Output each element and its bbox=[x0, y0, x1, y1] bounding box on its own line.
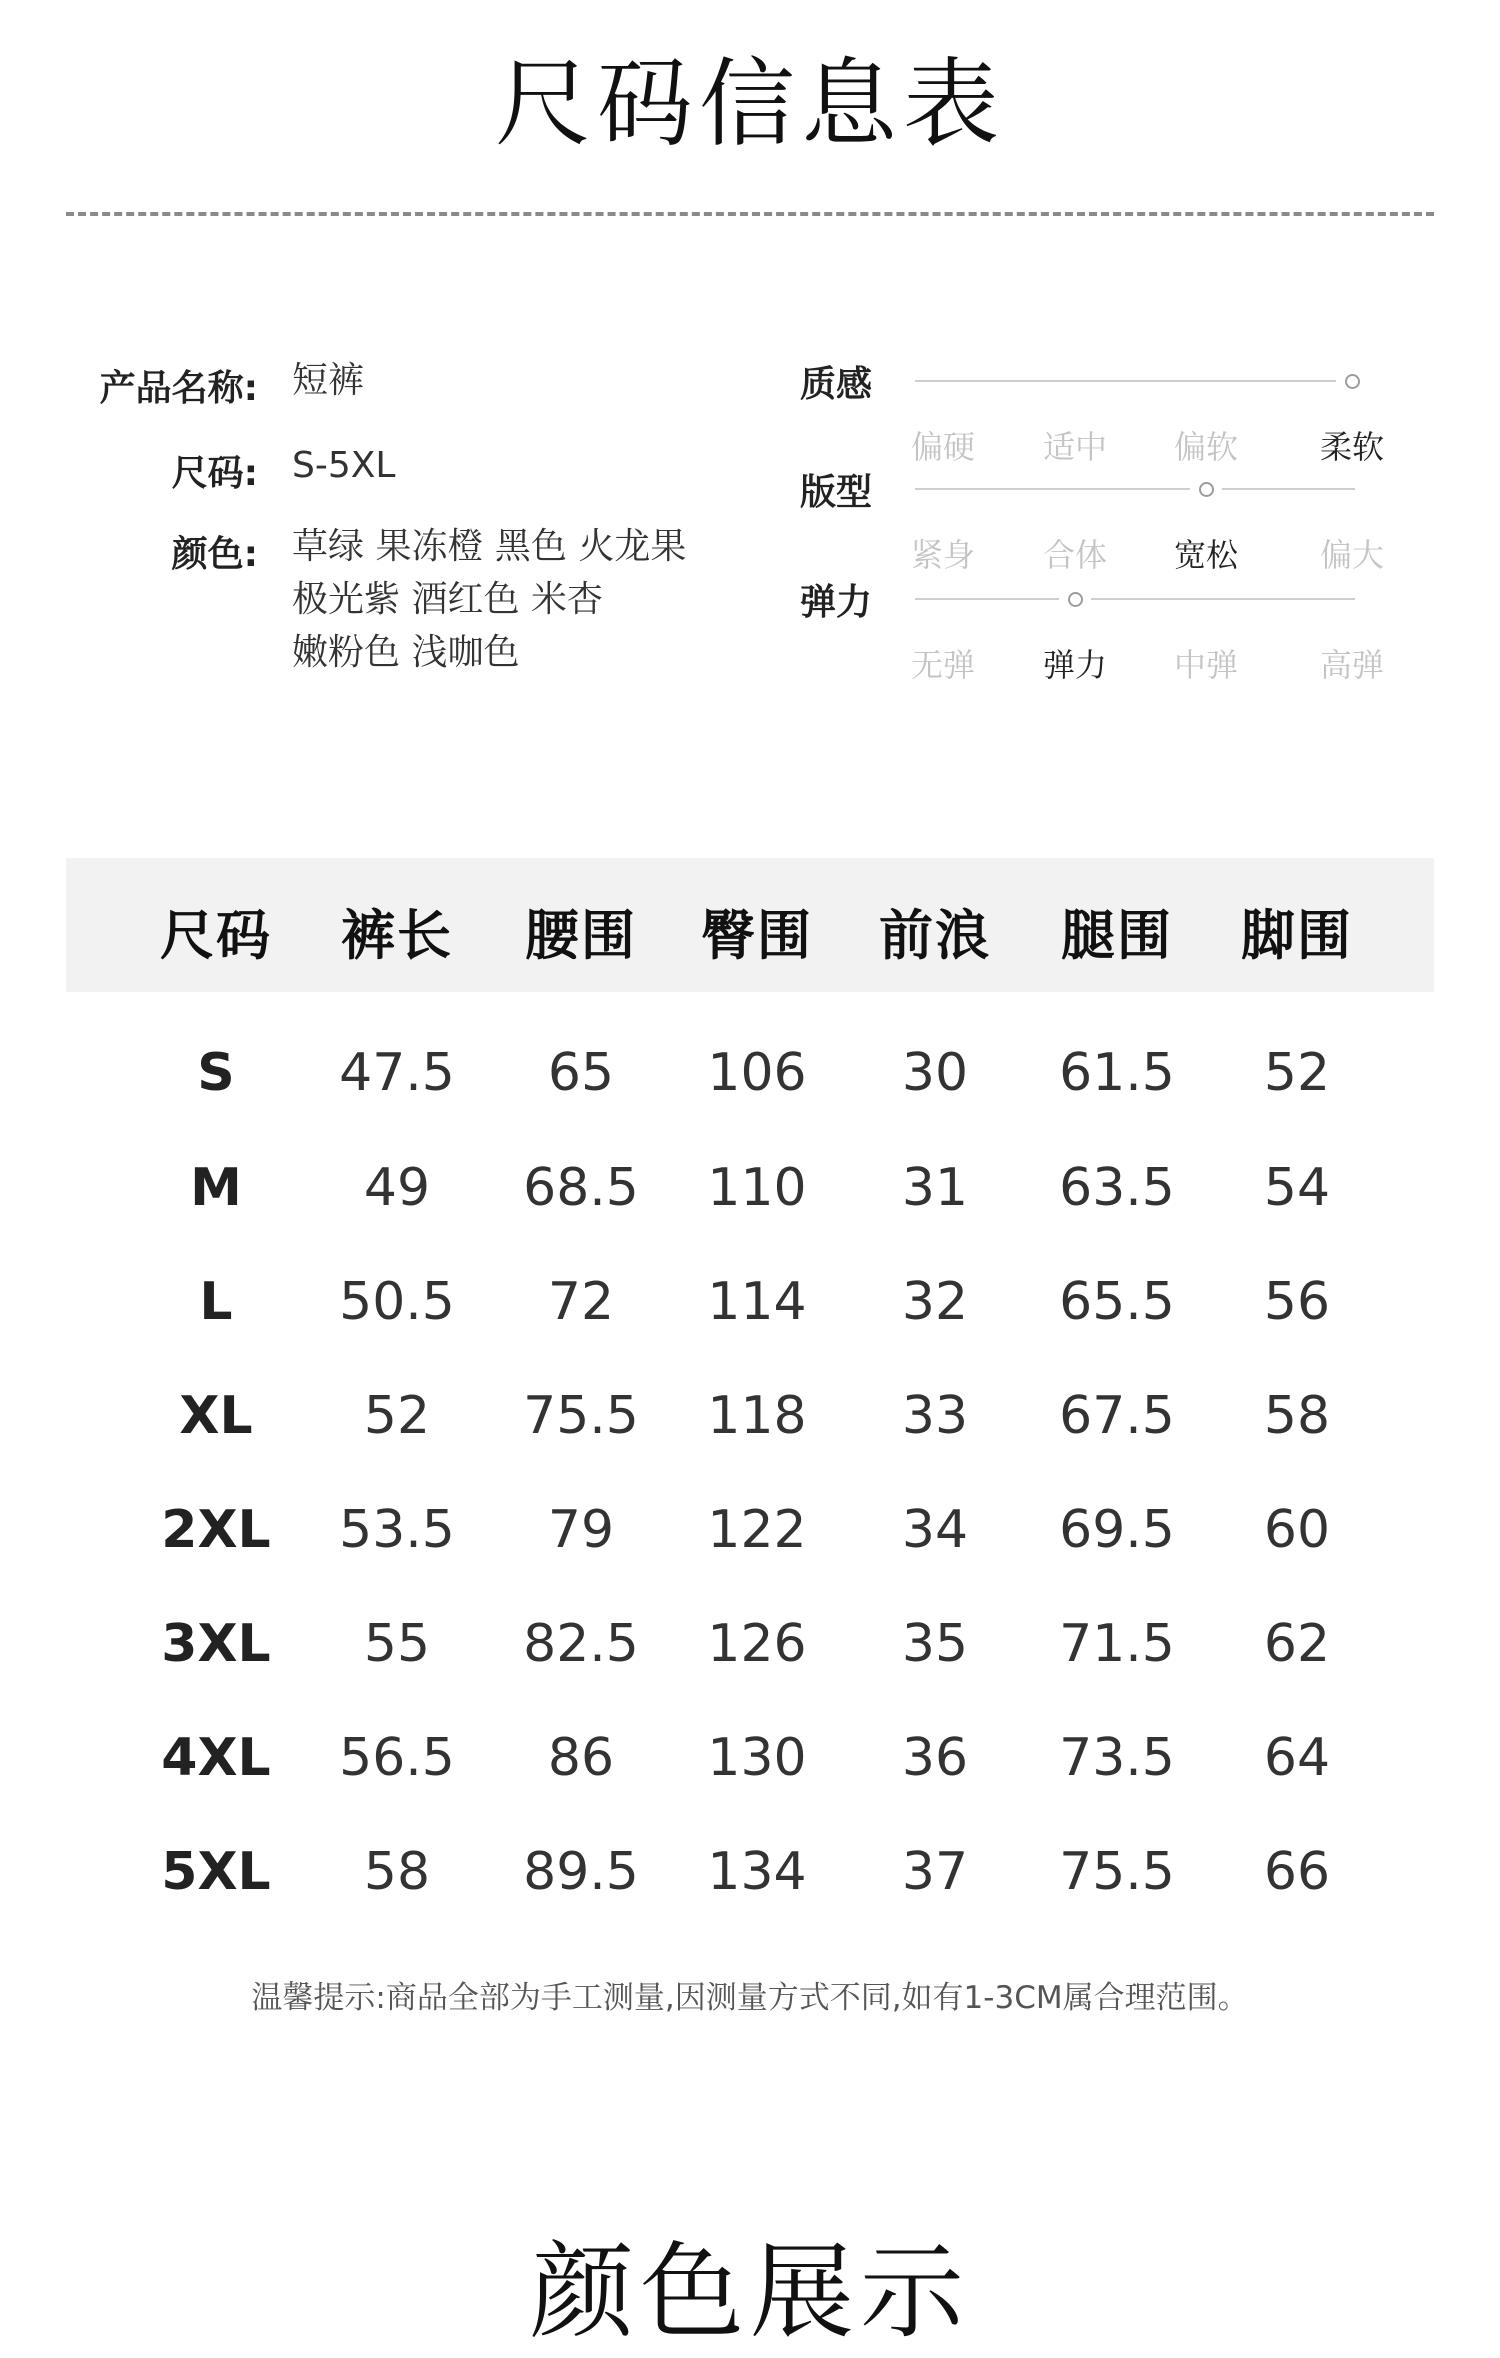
measurement-cell: 30 bbox=[901, 1043, 969, 1103]
scale-option: 弹力 bbox=[1042, 646, 1107, 684]
measurement-cell: 118 bbox=[707, 1386, 807, 1446]
measurement-cell: 32 bbox=[901, 1272, 969, 1332]
size-cell: 4XL bbox=[161, 1728, 271, 1788]
scale-marker bbox=[1345, 374, 1360, 389]
scale-track bbox=[915, 488, 1190, 490]
dashed-divider bbox=[66, 212, 1434, 216]
measurement-note: 温馨提示:商品全部为手工测量,因测量方式不同,如有1-3CM属合理范围。 bbox=[251, 1980, 1249, 2016]
measurement-cell: 69.5 bbox=[1059, 1500, 1175, 1560]
measurement-cell: 134 bbox=[707, 1842, 807, 1902]
scale-track bbox=[1222, 488, 1355, 490]
table-header-cell: 腿围 bbox=[1061, 904, 1173, 967]
color-label: 颜色: bbox=[171, 534, 258, 575]
measurement-cell: 33 bbox=[901, 1386, 969, 1446]
measurement-cell: 56.5 bbox=[339, 1728, 455, 1788]
attribute-label: 版型 bbox=[800, 472, 873, 513]
measurement-cell: 52 bbox=[1263, 1043, 1331, 1103]
measurement-cell: 86 bbox=[547, 1728, 615, 1788]
measurement-cell: 50.5 bbox=[339, 1272, 455, 1332]
size-cell: 5XL bbox=[161, 1842, 271, 1902]
scale-marker bbox=[1199, 482, 1214, 497]
measurement-cell: 58 bbox=[363, 1842, 431, 1902]
measurement-cell: 79 bbox=[547, 1500, 615, 1560]
measurement-cell: 65.5 bbox=[1059, 1272, 1175, 1332]
measurement-cell: 130 bbox=[707, 1728, 807, 1788]
attribute-label: 弹力 bbox=[800, 582, 873, 623]
measurement-cell: 31 bbox=[901, 1158, 969, 1218]
color-line: 草绿 果冻橙 黑色 火龙果 bbox=[292, 526, 687, 567]
attribute-label: 质感 bbox=[800, 364, 873, 405]
scale-track bbox=[1091, 598, 1355, 600]
scale-option: 无弹 bbox=[910, 646, 975, 684]
scale-option: 偏大 bbox=[1319, 536, 1384, 574]
measurement-cell: 56 bbox=[1263, 1272, 1331, 1332]
measurement-cell: 64 bbox=[1263, 1728, 1331, 1788]
scale-option: 宽松 bbox=[1173, 536, 1238, 574]
section-title: 颜色展示 bbox=[529, 2231, 970, 2353]
product-name-value: 短裤 bbox=[292, 360, 365, 401]
measurement-cell: 54 bbox=[1263, 1158, 1331, 1218]
measurement-cell: 110 bbox=[707, 1158, 807, 1218]
measurement-cell: 75.5 bbox=[523, 1386, 639, 1446]
measurement-cell: 65 bbox=[547, 1043, 615, 1103]
measurement-cell: 73.5 bbox=[1059, 1728, 1175, 1788]
scale-option: 柔软 bbox=[1319, 428, 1384, 466]
measurement-cell: 66 bbox=[1263, 1842, 1331, 1902]
size-cell: 3XL bbox=[161, 1614, 271, 1674]
measurement-cell: 62 bbox=[1263, 1614, 1331, 1674]
size-cell: S bbox=[197, 1043, 235, 1103]
size-cell: 2XL bbox=[161, 1500, 271, 1560]
scale-option: 中弹 bbox=[1173, 646, 1238, 684]
measurement-cell: 37 bbox=[901, 1842, 969, 1902]
size-cell: L bbox=[199, 1272, 233, 1332]
measurement-cell: 34 bbox=[901, 1500, 969, 1560]
page-title: 尺码信息表 bbox=[495, 48, 1005, 160]
scale-marker bbox=[1068, 592, 1083, 607]
scale-track bbox=[915, 380, 1336, 382]
scale-option: 合体 bbox=[1042, 536, 1107, 574]
measurement-cell: 53.5 bbox=[339, 1500, 455, 1560]
size-label: 尺码: bbox=[171, 453, 258, 494]
table-header-cell: 脚围 bbox=[1241, 904, 1353, 967]
measurement-cell: 55 bbox=[363, 1614, 431, 1674]
measurement-cell: 126 bbox=[707, 1614, 807, 1674]
measurement-cell: 106 bbox=[707, 1043, 807, 1103]
table-header-cell: 前浪 bbox=[879, 904, 991, 967]
measurement-cell: 72 bbox=[547, 1272, 615, 1332]
product-name-label: 产品名称: bbox=[99, 368, 258, 409]
scale-track bbox=[915, 598, 1059, 600]
scale-option: 偏软 bbox=[1173, 428, 1238, 466]
measurement-cell: 47.5 bbox=[339, 1043, 455, 1103]
measurement-cell: 58 bbox=[1263, 1386, 1331, 1446]
measurement-cell: 71.5 bbox=[1059, 1614, 1175, 1674]
scale-option: 紧身 bbox=[910, 536, 975, 574]
scale-option: 偏硬 bbox=[910, 428, 975, 466]
color-values bbox=[292, 520, 686, 679]
measurement-cell: 114 bbox=[707, 1272, 807, 1332]
measurement-cell: 61.5 bbox=[1059, 1043, 1175, 1103]
measurement-cell: 36 bbox=[901, 1728, 969, 1788]
measurement-cell: 49 bbox=[363, 1158, 431, 1218]
scale-option: 适中 bbox=[1042, 428, 1107, 466]
table-header-cell: 尺码 bbox=[160, 904, 272, 967]
table-header-cell: 臀围 bbox=[701, 904, 813, 967]
measurement-cell: 52 bbox=[363, 1386, 431, 1446]
scale-option: 高弹 bbox=[1319, 646, 1384, 684]
size-cell: M bbox=[190, 1158, 242, 1218]
color-line: 嫩粉色 浅咖色 bbox=[292, 632, 520, 673]
measurement-cell: 67.5 bbox=[1059, 1386, 1175, 1446]
measurement-cell: 82.5 bbox=[523, 1614, 639, 1674]
measurement-cell: 35 bbox=[901, 1614, 969, 1674]
measurement-cell: 68.5 bbox=[523, 1158, 639, 1218]
measurement-cell: 75.5 bbox=[1059, 1842, 1175, 1902]
measurement-cell: 122 bbox=[707, 1500, 807, 1560]
size-cell: XL bbox=[179, 1386, 253, 1446]
measurement-cell: 63.5 bbox=[1059, 1158, 1175, 1218]
color-line: 极光紫 酒红色 米杏 bbox=[292, 579, 603, 620]
table-header-cell: 腰围 bbox=[525, 904, 637, 967]
measurement-cell: 89.5 bbox=[523, 1842, 639, 1902]
measurement-cell: 60 bbox=[1263, 1500, 1331, 1560]
table-header-cell: 裤长 bbox=[341, 904, 453, 967]
size-value: S-5XL bbox=[292, 445, 396, 486]
